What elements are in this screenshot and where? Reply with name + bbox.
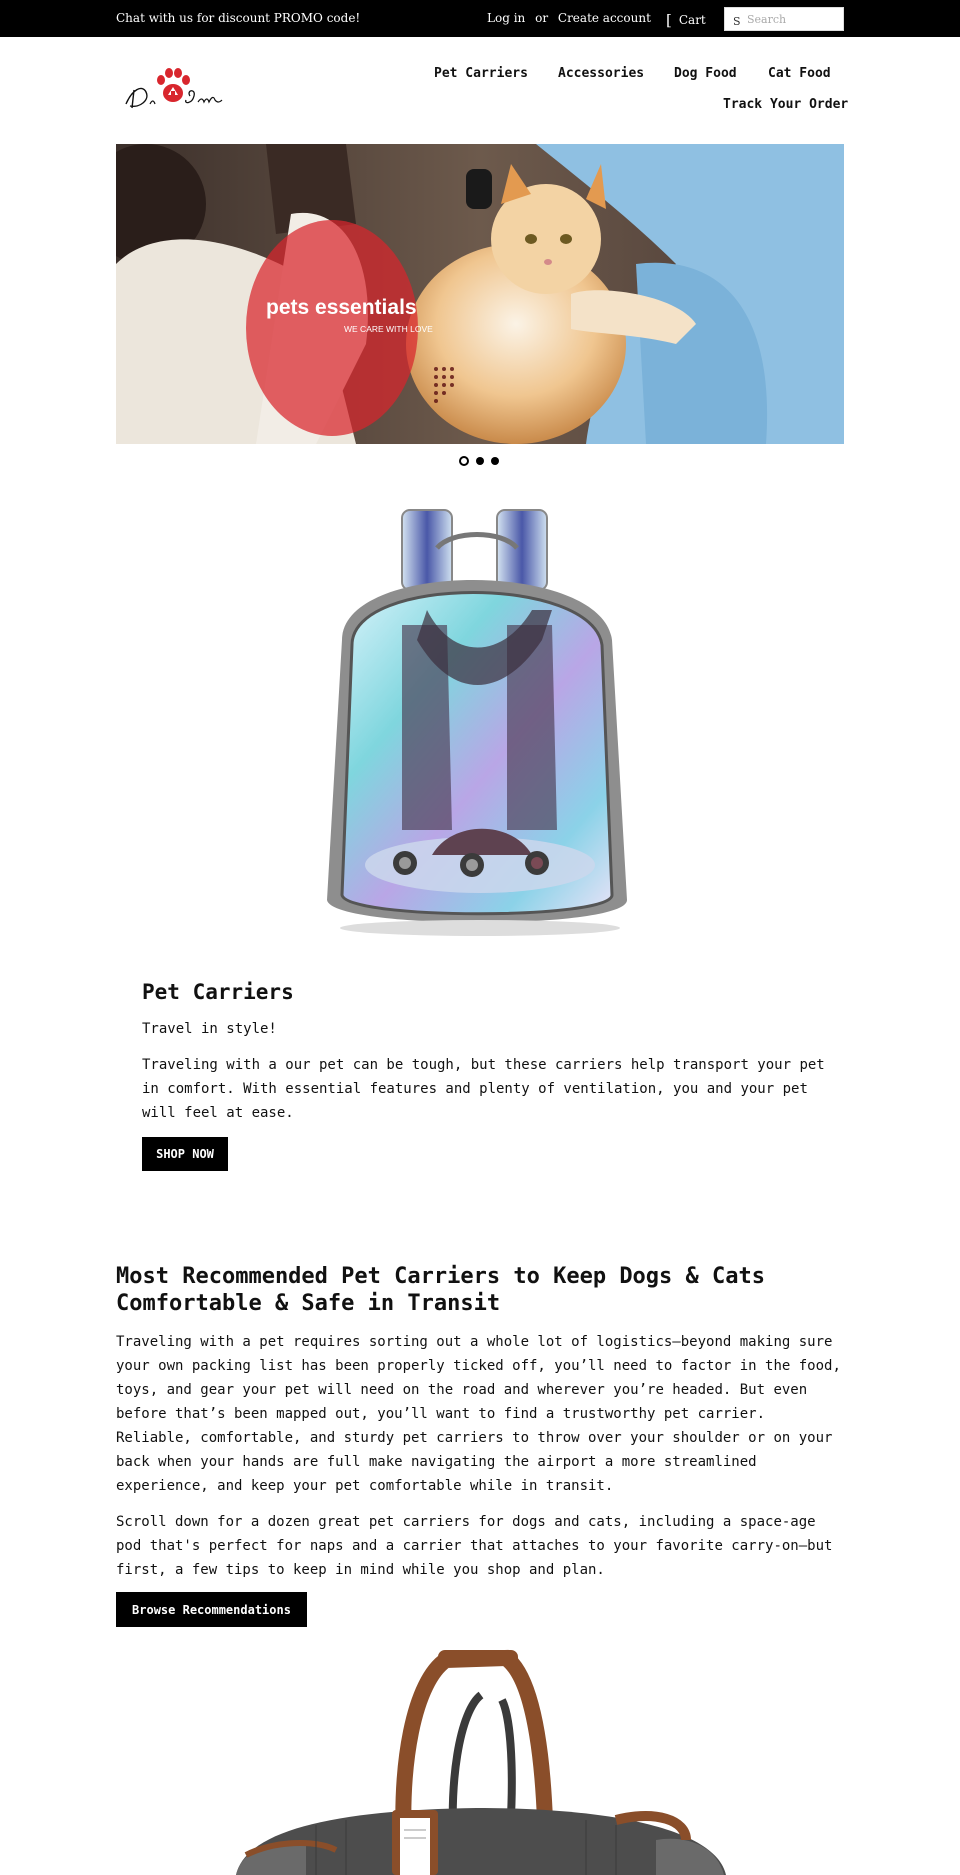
or-text: or (535, 11, 549, 25)
feature-title: Pet Carriers (142, 980, 294, 1004)
feature-body: Traveling with a our pet can be tough, but these carriers help transport your pet in comfort. With essential features and plenty of ventilation, you and your pet will feel at ease. (142, 1057, 825, 1121)
nav-item-dog-food[interactable]: Dog Food (674, 66, 737, 81)
slider-dot-3[interactable] (491, 457, 499, 465)
site-logo[interactable] (120, 60, 228, 116)
hero-tagline: WE CARE WITH LOVE (344, 324, 433, 334)
hero-headline: pets essentials (266, 296, 417, 319)
hero-image (116, 144, 844, 444)
slider-dot-2[interactable] (476, 457, 484, 465)
nav-item-accessories[interactable]: Accessories (558, 66, 645, 81)
login-link[interactable]: Log in (487, 11, 526, 25)
cart-link[interactable] (666, 10, 706, 28)
feature-subtitle: Travel in style! (142, 1021, 277, 1037)
article-paragraph-2: Scroll down for a dozen great pet carriers for dogs and cats, including a space-age pod that's perfect for naps and a carrier that attaches to your favorite carry-on—but first, a few tips to keep in mind while you shop and plan. (116, 1514, 833, 1578)
shop-now-button[interactable]: SHOP NOW (142, 1137, 228, 1171)
announcement-bar (0, 0, 960, 37)
slider-dots (459, 457, 501, 467)
cart-icon: [ (666, 11, 672, 29)
article-paragraph-1: Traveling with a pet requires sorting out a whole lot of logistics—beyond making sure your own packing list has been properly ticked off, you’ll need to factor in the food, toys, and gear your pet will need on the road and wherever you’re headed. But even before that’s been mapped out, you’ll want to find a trustworthy pet carrier. Reliable, comfortable, and sturdy pet carriers to throw over your shoulder or on your back when your hands are full make navigating the airport a more streamlined experience, and keep your pet comfortable while in transit. (116, 1334, 841, 1494)
pet-carrier-backpack-image[interactable] (252, 500, 708, 955)
nav-item-cat-food[interactable]: Cat Food (768, 66, 831, 81)
create-account-link[interactable]: Create account (557, 11, 651, 25)
paw-icon (157, 68, 190, 102)
search-input[interactable] (747, 10, 841, 28)
pet-carrier-bag-image[interactable] (216, 1640, 744, 1875)
promo-text[interactable]: Chat with us for discount PROMO code! (116, 11, 361, 25)
article-title: Most Recommended Pet Carriers to Keep Dogs & Cats Comfortable & Safe in Transit (116, 1264, 766, 1316)
hero-slide[interactable] (116, 144, 844, 444)
nav-item-track-order[interactable]: Track Your Order (723, 97, 849, 112)
nav-item-pet-carriers[interactable]: Pet Carriers (434, 66, 528, 81)
cart-label: Cart (678, 13, 706, 27)
slider-dot-1[interactable] (459, 456, 469, 466)
search-icon[interactable]: S (733, 15, 741, 28)
account-links (487, 11, 657, 25)
browse-recommendations-button[interactable]: Browse Recommendations (116, 1592, 307, 1627)
search-box (724, 7, 844, 31)
